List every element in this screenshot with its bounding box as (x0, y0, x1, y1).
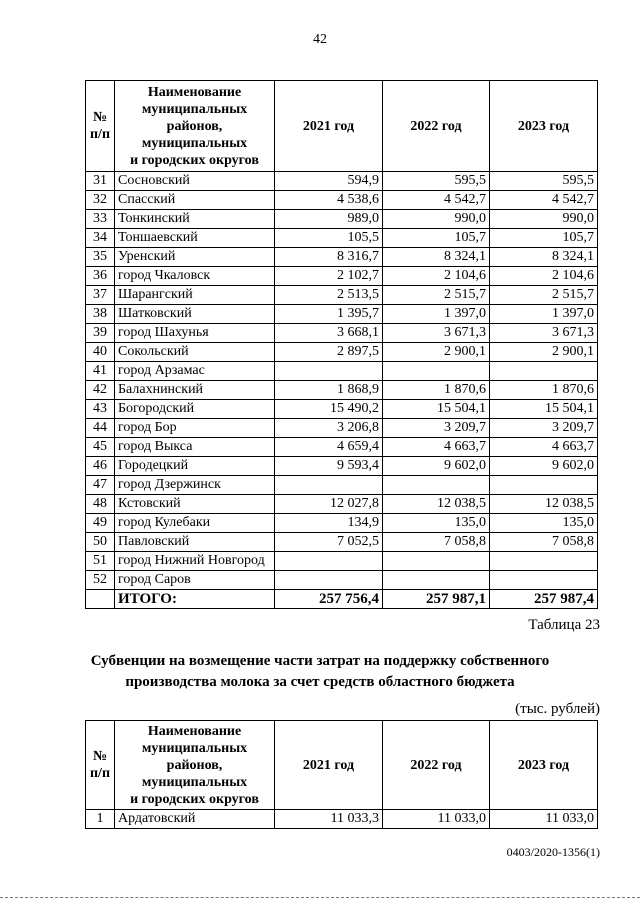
row-value-2023: 595,5 (490, 172, 598, 191)
row-name: Богородский (115, 400, 275, 419)
row-name: Шарангский (115, 286, 275, 305)
row-name: Городецкий (115, 457, 275, 476)
row-name: Ардатовский (115, 810, 275, 829)
header-name-line: Наименование (147, 84, 242, 100)
row-value-2023: 3 209,7 (490, 419, 598, 438)
header-2023: 2023 год (490, 721, 598, 810)
row-name: город Дзержинск (115, 476, 275, 495)
row-value-2023: 2 515,7 (490, 286, 598, 305)
row-value-2022: 595,5 (383, 172, 490, 191)
row-number: 31 (86, 172, 115, 191)
table-row (86, 343, 598, 362)
row-value-2023 (490, 571, 598, 590)
row-name: Шатковский (115, 305, 275, 324)
row-value-2023: 990,0 (490, 210, 598, 229)
row-value-2021: 2 102,7 (275, 267, 383, 286)
row-value-2023: 8 324,1 (490, 248, 598, 267)
row-value-2021: 11 033,3 (275, 810, 383, 829)
table-header-row (86, 721, 598, 810)
table-row (86, 210, 598, 229)
header-name-line: Наименование (147, 723, 242, 739)
row-value-2023: 2 104,6 (490, 267, 598, 286)
row-number: 39 (86, 324, 115, 343)
row-value-2022: 4 663,7 (383, 438, 490, 457)
table-row (86, 457, 598, 476)
table-row (86, 552, 598, 571)
row-value-2022: 15 504,1 (383, 400, 490, 419)
row-number: 34 (86, 229, 115, 248)
table-row (86, 191, 598, 210)
row-value-2023: 7 058,8 (490, 533, 598, 552)
row-name: город Саров (115, 571, 275, 590)
row-number: 46 (86, 457, 115, 476)
row-value-2022: 9 602,0 (383, 457, 490, 476)
row-number: 49 (86, 514, 115, 533)
row-value-2023: 1 397,0 (490, 305, 598, 324)
row-value-2021: 989,0 (275, 210, 383, 229)
table-row (86, 476, 598, 495)
caption-line-2: производства молока за счет средств областного бюджета (125, 674, 515, 690)
table-row (86, 571, 598, 590)
row-value-2022: 2 900,1 (383, 343, 490, 362)
total-label: ИТОГО: (115, 590, 275, 609)
total-2023: 257 987,4 (490, 590, 598, 609)
units-note: (тыс. рублей) (515, 701, 600, 717)
row-value-2021: 8 316,7 (275, 248, 383, 267)
row-value-2021 (275, 571, 383, 590)
row-value-2023: 12 038,5 (490, 495, 598, 514)
document-code: 0403/2020-1356(1) (506, 845, 600, 859)
row-value-2021: 15 490,2 (275, 400, 383, 419)
row-value-2021 (275, 552, 383, 571)
row-value-2022: 3 209,7 (383, 419, 490, 438)
row-value-2022: 11 033,0 (383, 810, 490, 829)
row-value-2021: 4 659,4 (275, 438, 383, 457)
row-name: город Нижний Новгород (115, 552, 275, 571)
header-num: № п/п (86, 81, 115, 172)
row-value-2023: 2 900,1 (490, 343, 598, 362)
row-value-2022: 1 397,0 (383, 305, 490, 324)
row-number: 47 (86, 476, 115, 495)
header-name-line: муниципальных (141, 774, 248, 790)
row-number: 43 (86, 400, 115, 419)
row-value-2023 (490, 362, 598, 381)
scan-edge-line (0, 897, 640, 898)
header-name-line: районов, (166, 757, 223, 773)
row-number: 48 (86, 495, 115, 514)
table-row (86, 514, 598, 533)
table-23-caption (40, 651, 600, 693)
row-name: Уренский (115, 248, 275, 267)
table-row (86, 229, 598, 248)
row-value-2023 (490, 476, 598, 495)
total-num-cell (86, 590, 115, 609)
row-value-2022: 2 104,6 (383, 267, 490, 286)
row-name: город Чкаловск (115, 267, 275, 286)
row-value-2021: 9 593,4 (275, 457, 383, 476)
row-value-2022: 12 038,5 (383, 495, 490, 514)
row-number: 45 (86, 438, 115, 457)
table-row (86, 381, 598, 400)
row-number: 44 (86, 419, 115, 438)
header-2022: 2022 год (383, 81, 490, 172)
table-row (86, 362, 598, 381)
row-value-2023: 9 602,0 (490, 457, 598, 476)
row-number: 36 (86, 267, 115, 286)
row-name: Тоншаевский (115, 229, 275, 248)
row-value-2021: 105,5 (275, 229, 383, 248)
row-value-2022 (383, 571, 490, 590)
caption-line-1: Субвенции на возмещение части затрат на поддержку собственного (90, 653, 550, 669)
table-row (86, 810, 598, 829)
row-value-2021: 2 513,5 (275, 286, 383, 305)
table-row (86, 248, 598, 267)
row-value-2021: 3 206,8 (275, 419, 383, 438)
row-number: 37 (86, 286, 115, 305)
row-value-2021: 1 395,7 (275, 305, 383, 324)
row-number: 38 (86, 305, 115, 324)
row-name: город Кулебаки (115, 514, 275, 533)
row-name: Кстовский (115, 495, 275, 514)
row-value-2022 (383, 362, 490, 381)
row-value-2022: 2 515,7 (383, 286, 490, 305)
header-2021: 2021 год (275, 721, 383, 810)
header-2022: 2022 год (383, 721, 490, 810)
row-name: Сокольский (115, 343, 275, 362)
row-number: 50 (86, 533, 115, 552)
row-value-2021: 7 052,5 (275, 533, 383, 552)
row-number: 1 (86, 810, 115, 829)
header-name-line: муниципальных (141, 135, 248, 151)
header-2023: 2023 год (490, 81, 598, 172)
table-row (86, 305, 598, 324)
row-number: 51 (86, 552, 115, 571)
header-name (115, 721, 275, 810)
table-row (86, 267, 598, 286)
row-number: 52 (86, 571, 115, 590)
row-name: город Бор (115, 419, 275, 438)
row-value-2022 (383, 476, 490, 495)
row-value-2021: 134,9 (275, 514, 383, 533)
row-name: Сосновский (115, 172, 275, 191)
row-value-2023: 1 870,6 (490, 381, 598, 400)
row-value-2023: 105,7 (490, 229, 598, 248)
table-row (86, 438, 598, 457)
row-value-2021 (275, 362, 383, 381)
header-num: № п/п (86, 721, 115, 810)
row-name: Балахнинский (115, 381, 275, 400)
row-name: Тонкинский (115, 210, 275, 229)
row-value-2023: 4 542,7 (490, 191, 598, 210)
total-row (86, 590, 598, 609)
row-value-2021: 2 897,5 (275, 343, 383, 362)
row-value-2021: 12 027,8 (275, 495, 383, 514)
row-value-2022: 7 058,8 (383, 533, 490, 552)
row-value-2023: 3 671,3 (490, 324, 598, 343)
row-value-2021: 1 868,9 (275, 381, 383, 400)
table-row (86, 419, 598, 438)
row-value-2021: 3 668,1 (275, 324, 383, 343)
row-value-2021: 594,9 (275, 172, 383, 191)
header-name-line: муниципальных (141, 740, 248, 756)
row-number: 33 (86, 210, 115, 229)
table-22-continuation (85, 80, 598, 609)
table-row (86, 400, 598, 419)
row-value-2023: 11 033,0 (490, 810, 598, 829)
row-value-2022: 8 324,1 (383, 248, 490, 267)
row-value-2022: 4 542,7 (383, 191, 490, 210)
row-name: Павловский (115, 533, 275, 552)
row-number: 40 (86, 343, 115, 362)
row-number: 32 (86, 191, 115, 210)
table-23 (85, 720, 598, 829)
table-row (86, 172, 598, 191)
row-value-2023: 15 504,1 (490, 400, 598, 419)
row-value-2022: 3 671,3 (383, 324, 490, 343)
header-2021: 2021 год (275, 81, 383, 172)
table-row (86, 533, 598, 552)
table-row (86, 286, 598, 305)
row-value-2021 (275, 476, 383, 495)
row-value-2023 (490, 552, 598, 571)
header-name-line: районов, (166, 118, 223, 134)
row-value-2022: 135,0 (383, 514, 490, 533)
table-23-label: Таблица 23 (528, 617, 600, 633)
row-value-2022: 1 870,6 (383, 381, 490, 400)
table-row (86, 495, 598, 514)
row-number: 41 (86, 362, 115, 381)
header-name-line: и городских округов (130, 152, 259, 168)
page-number: 42 (313, 32, 327, 47)
total-2021: 257 756,4 (275, 590, 383, 609)
row-value-2023: 135,0 (490, 514, 598, 533)
row-value-2023: 4 663,7 (490, 438, 598, 457)
row-value-2022: 105,7 (383, 229, 490, 248)
row-value-2021: 4 538,6 (275, 191, 383, 210)
row-name: город Арзамас (115, 362, 275, 381)
table-header-row (86, 81, 598, 172)
row-number: 35 (86, 248, 115, 267)
row-value-2022 (383, 552, 490, 571)
header-name-line: муниципальных (141, 101, 248, 117)
total-2022: 257 987,1 (383, 590, 490, 609)
row-name: город Шахунья (115, 324, 275, 343)
header-name (115, 81, 275, 172)
row-value-2022: 990,0 (383, 210, 490, 229)
row-name: город Выкса (115, 438, 275, 457)
row-name: Спасский (115, 191, 275, 210)
table-row (86, 324, 598, 343)
header-name-line: и городских округов (130, 791, 259, 807)
row-number: 42 (86, 381, 115, 400)
